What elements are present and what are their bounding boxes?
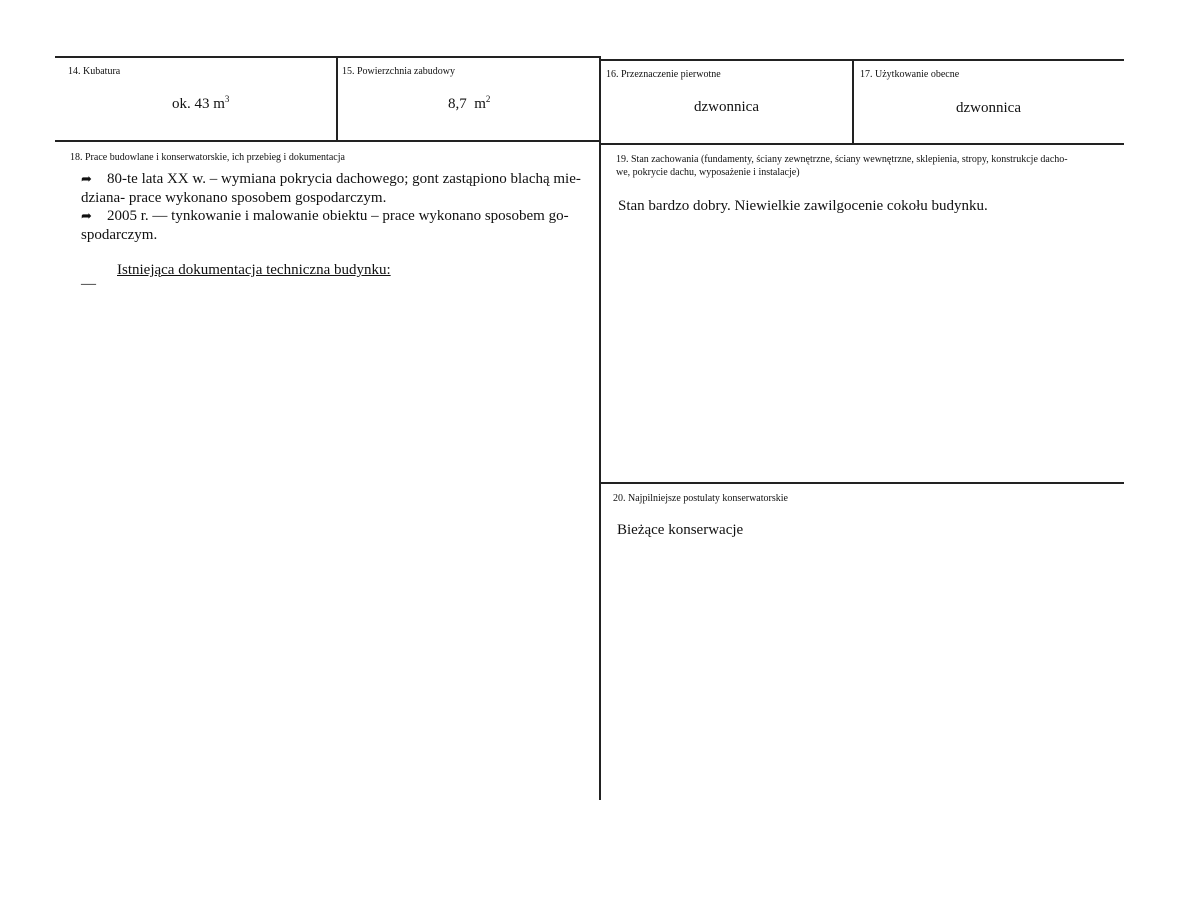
field-14-label: 14. Kubatura [68,66,121,77]
divider-19-20 [600,482,1124,484]
work-item-2-text1: 2005 r. — tynkowanie i malowanie obiektu – prace wykonano sposobem go- [107,208,569,224]
work-item-1-line2: dziana- prace wykonano sposobem gospodarczym. [81,190,387,206]
arrow-bullet-icon: ➦ [81,172,92,187]
field-15-value-text: 8,7 m [448,96,486,112]
divider-16-17 [852,59,854,144]
documentation-value: — [81,276,96,292]
field-15-value [448,95,490,113]
field-15-label: 15. Powierzchnia zabudowy [342,66,456,77]
field-14-value-text: ok. 43 m [172,96,225,112]
row-divider-right [600,143,1124,145]
field-15-unit-exponent: 2 [485,94,491,104]
field-14-unit-exponent: 3 [224,94,230,104]
field-20-value: Bieżące konserwacje [617,522,744,538]
work-item-1-text1: 80-te lata XX w. – wymiana pokrycia dachowego; gont zastąpiono blachą mie- [107,171,581,187]
work-item-2-line2: spodarczym. [81,227,158,243]
center-divider [599,56,601,800]
work-item-2 [81,207,583,244]
documentation-heading: Istniejąca dokumentacja techniczna budynku: [117,262,391,278]
top-rule [55,56,600,58]
field-16-label: 16. Przeznaczenie pierwotne [606,69,721,80]
row-divider-left [55,140,600,142]
work-item-2-line1 [81,207,583,226]
field-19-label-line2: we, pokrycie dachu, wyposażenie i instalacje) [616,167,800,178]
arrow-bullet-icon: ➦ [81,209,92,224]
work-item-1 [81,170,583,207]
field-17-value: dzwonnica [956,100,1021,116]
work-item-1-line1 [81,170,583,189]
field-14-value [172,95,229,113]
field-19-label-line1: 19. Stan zachowania (fundamenty, ściany zewnętrzne, ściany wewnętrzne, sklepienia, stropy, konstrukcje dacho- [616,154,1068,165]
field-16-value: dzwonnica [694,99,759,115]
field-19-value: Stan bardzo dobry. Niewielkie zawilgocenie cokołu budynku. [618,198,988,214]
field-18-work-list [81,170,583,244]
top-rule-right [600,59,1124,61]
field-20-label: 20. Najpilniejsze postulaty konserwatorskie [613,493,788,504]
field-18-label: 18. Prace budowlane i konserwatorskie, ich przebieg i dokumentacja [70,152,345,163]
field-17-label: 17. Użytkowanie obecne [860,69,960,80]
divider-14-15 [336,56,338,141]
